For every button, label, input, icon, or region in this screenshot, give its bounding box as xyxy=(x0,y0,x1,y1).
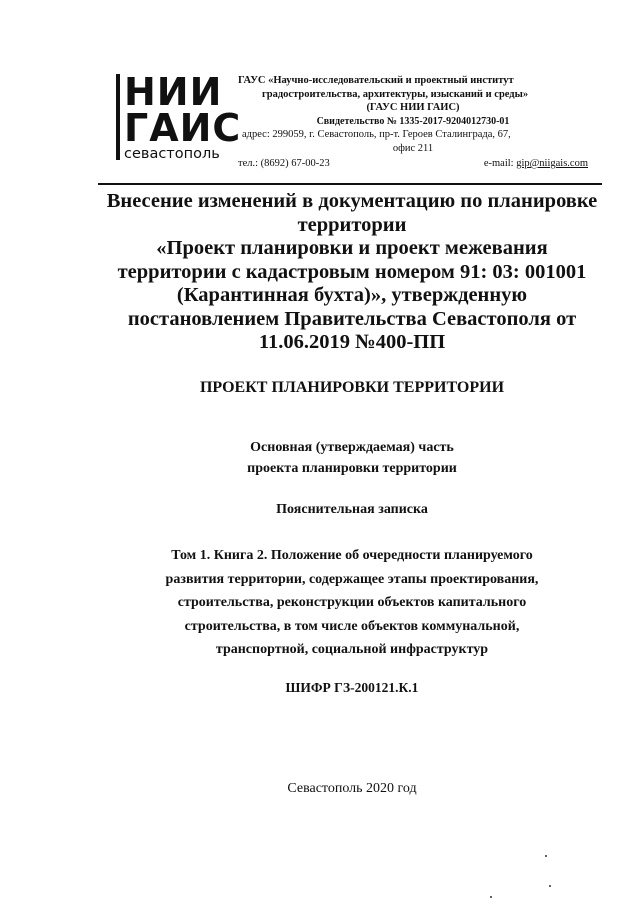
title-line-2: территории xyxy=(297,213,407,236)
logo-text-city: севастополь xyxy=(124,146,220,162)
title-line-7: 11.06.2019 №400-ПП xyxy=(258,331,446,353)
org-address-line1: адрес: 299059, г. Севастополь, пр-т. Героев Сталинграда, 67, xyxy=(242,129,511,140)
org-details xyxy=(238,74,588,171)
title-line-5: (Карантинная бухта)», утвержденную xyxy=(176,284,528,306)
org-address-line2: офис 211 xyxy=(392,142,434,154)
volume-line-4: строительства, в том числе объектов коммунальной, xyxy=(184,618,520,634)
document-title xyxy=(96,190,608,355)
note-title: Пояснительная записка xyxy=(276,502,428,517)
org-logo xyxy=(116,70,242,162)
part-title xyxy=(96,437,608,479)
footer-place-year: Севастополь 2020 год xyxy=(287,781,417,796)
volume-line-5: транспортной, социальной инфраструктур xyxy=(215,642,489,657)
header-divider xyxy=(98,183,602,185)
logo-text-gais: ГАИС xyxy=(124,106,242,150)
org-name-line2: градостроительства, архитектуры, изысканий и среды» xyxy=(262,88,529,100)
volume-line-1: Том 1. Книга 2. Положение об очередности планируемого xyxy=(171,548,533,563)
scan-speck xyxy=(545,855,547,857)
org-email-group xyxy=(484,157,588,171)
volume-title xyxy=(96,544,608,662)
volume-line-2: развития территории, содержащее этапы проектирования, xyxy=(165,571,539,587)
volume-line-3: строительства, реконструкции объектов капитального xyxy=(177,595,527,610)
document-cipher: ШИФР ГЗ-200121.К.1 xyxy=(285,680,419,695)
title-line-3: «Проект планировки и проект межевания xyxy=(156,237,548,259)
part-title-line-1: Основная (утверждаемая) часть xyxy=(250,440,454,455)
org-name-line1: ГАУС «Научно-исследовательский и проектный институт xyxy=(238,75,514,86)
logo-text-nii: НИИ xyxy=(124,70,223,114)
title-line-6: постановлением Правительства Севастополя от xyxy=(127,307,577,330)
org-contacts xyxy=(238,157,588,171)
org-email-link[interactable]: gip@niigais.com xyxy=(516,158,588,169)
project-title: ПРОЕКТ ПЛАНИРОВКИ ТЕРРИТОРИИ xyxy=(199,379,505,396)
scan-speck xyxy=(490,896,492,898)
part-title-line-2: проекта планировки территории xyxy=(247,461,457,476)
org-short-name: (ГАУС НИИ ГАИС) xyxy=(366,102,460,113)
org-certificate: Свидетельство № 1335-2017-9204012730-01 xyxy=(316,115,510,127)
scan-speck xyxy=(549,885,551,887)
org-email-label: e-mail: xyxy=(483,158,517,169)
title-line-1: Внесение изменений в документацию по планировке xyxy=(106,190,598,212)
title-line-4: территории с кадастровым номером 91: 03: 001001 xyxy=(117,260,587,283)
org-phone: тел.: (8692) 67-00-23 xyxy=(238,158,330,169)
